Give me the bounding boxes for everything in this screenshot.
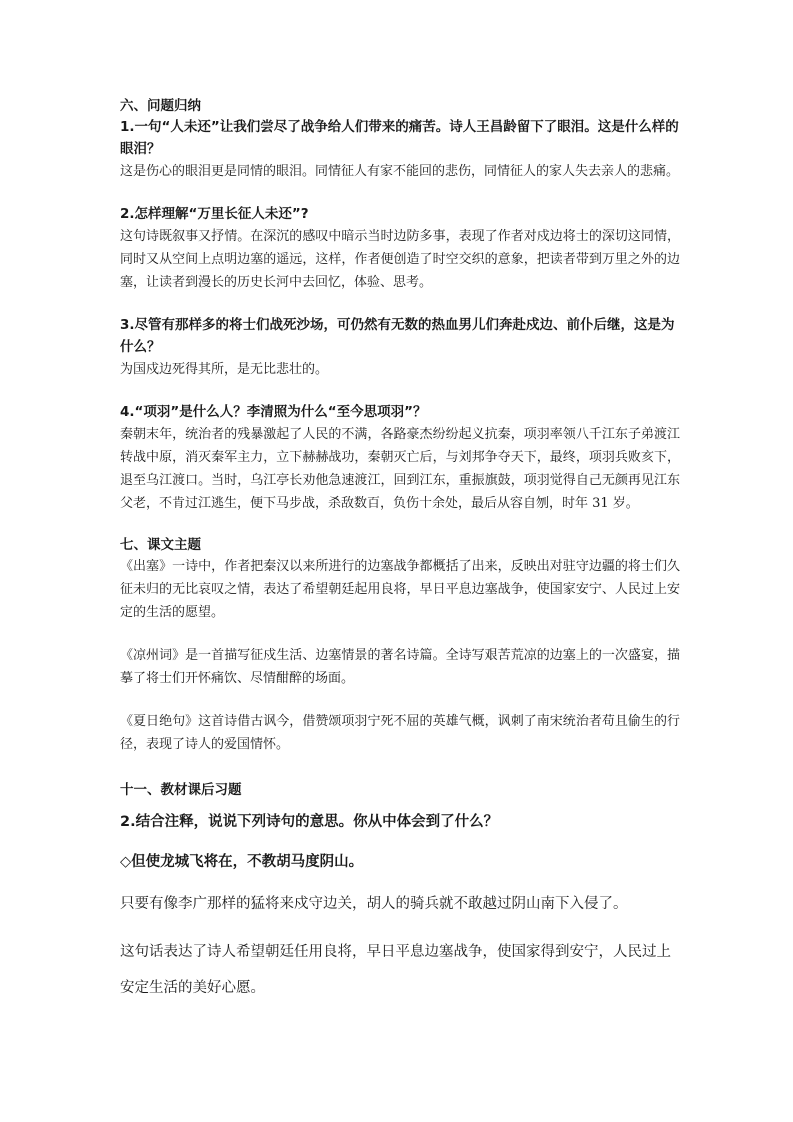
section-heading-exercises: 十一、教材课后习题 [120,782,242,798]
question-2-answer: 这句诗既叙事又抒情。在深沉的感叹中暗示当时边防多事，表现了作者对戍边将士的深切这同情，同时又从空间上点明边塞的遥远，这样，作者便创造了时空交织的意象，把读者带到万里之外的边塞，让读者到漫长的历史长河中去回忆，体验、思考。 [120,229,680,290]
question-2-title: 2.怎样理解“万里长征人未还”? [120,206,309,222]
question-1-title: 1.一句“人未还”让我们尝尽了战争给人们带来的痛苦。诗人王昌龄留下了眼泪。这是什么样的眼泪？ [120,119,679,157]
exercise-2-feeling: 这句话表达了诗人希望朝廷任用良将，早日平息边塞战争，使国家得到安宁，人民过上安定生活的美好心愿。 [120,944,671,996]
question-1-answer: 这是伤心的眼泪更是同情的眼泪。同情征人有家不能回的悲伤，同情征人的家人失去亲人的悲痛。 [120,164,680,179]
question-4-title: 4.“项羽”是什么人？李清照为什么“至今思项羽”？ [120,404,427,420]
section-heading-summary: 六、问题归纳 [120,98,201,114]
question-4-answer: 秦朝末年，统治者的残暴激起了人民的不满，各路豪杰纷纷起义抗秦，项羽率领八千江东子弟渡江转战中原，消灭秦军主力，立下赫赫战功，秦朝灭亡后，与刘邦争夺天下，最终，项羽兵败亥下，退至乌江渡口。当时，乌江亭长劝他急速渡江，回到江东，重振旗鼓，项羽觉得自己无颜再见江东父老，不肯过江逃生，便下马步战，杀敌数百，负伤十余处，最后从容自刎，时年 31 岁。 [120,427,680,511]
exercise-2-title: 2.结合注释，说说下列诗句的意思。你从中体会到了什么？ [120,814,499,830]
document-content [120,96,680,1006]
question-3-answer: 为国戍边死得其所，是无比悲壮的。 [120,362,329,377]
section-heading-theme: 七、课文主题 [120,537,201,553]
theme-paragraph-xiarijueju: 《夏日绝句》这首诗借古讽今，借赞颂项羽宁死不屈的英雄气概，讽刺了南宋统治者苟且偷生的行径，表现了诗人的爱国情怀。 [120,714,680,752]
question-3-title: 3.尽管有那样多的将士们战死沙场，可仍然有无数的热血男儿们奔赴戍边、前仆后继，这是为什么？ [120,317,675,355]
theme-paragraph-chusai: 《出塞》一诗中，作者把秦汉以来所进行的边塞战争都概括了出来，反映出对驻守边疆的将士们久征未归的无比哀叹之情，表达了希望朝廷起用良将，早日平息边塞战争，使国家安宁、人民过上安定的生活的愿望。 [120,559,680,620]
exercise-2-meaning: 只要有像李广那样的猛将来戍守边关，胡人的骑兵就不敢越过阴山南下入侵了。 [120,896,628,912]
exercise-2-poem-line: ◇但使龙城飞将在，不教胡马度阴山。 [120,854,364,870]
theme-paragraph-liangzhouci: 《凉州词》是一首描写征戍生活、边塞情景的著名诗篇。全诗写艰苦荒凉的边塞上的一次盛宴，描摹了将士们开怀痛饮、尽情酣醉的场面。 [120,648,680,686]
